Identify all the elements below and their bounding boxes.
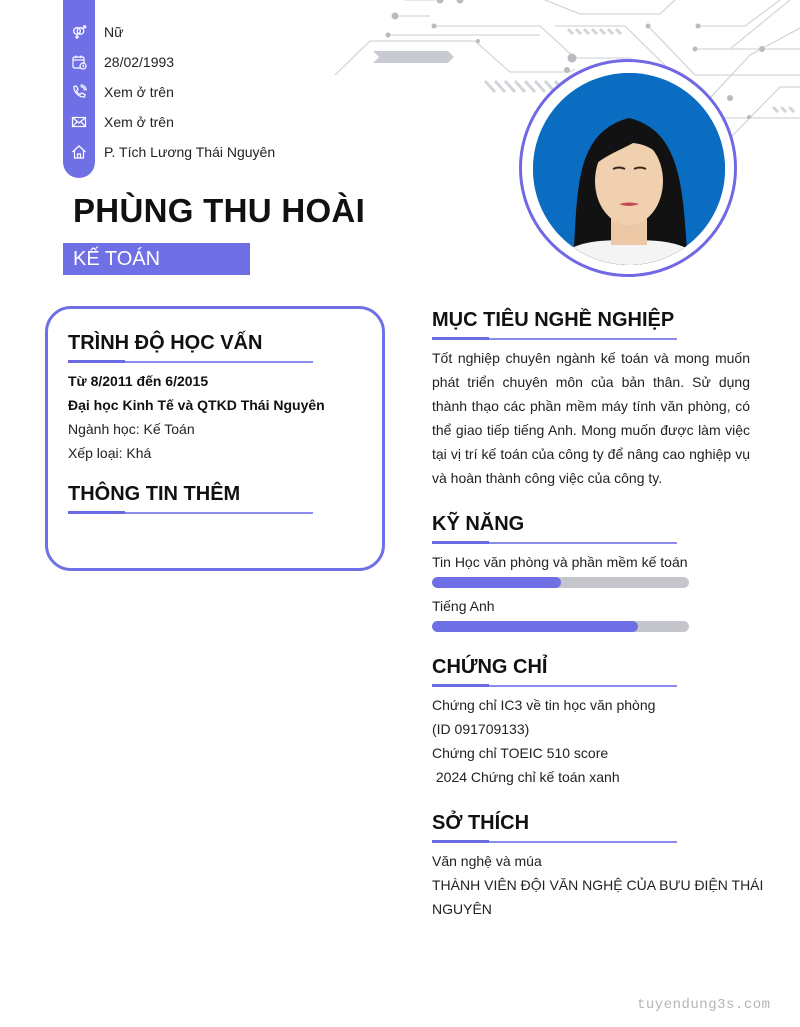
education-major: Ngành học: Kế Toán bbox=[68, 421, 195, 437]
gender-icon bbox=[63, 24, 95, 40]
skill-bar-fill bbox=[432, 621, 638, 632]
mail-icon bbox=[63, 114, 95, 130]
hobby-item: NGUYÊN bbox=[432, 901, 492, 917]
education-underline bbox=[68, 360, 313, 363]
address-value: P. Tích Lương Thái Nguyên bbox=[104, 144, 276, 160]
phone-icon bbox=[63, 84, 95, 100]
certificates-title: CHỨNG CHỈ bbox=[432, 656, 548, 678]
skills-title: KỸ NĂNG bbox=[432, 513, 525, 535]
skill-bar bbox=[432, 621, 689, 632]
contact-email bbox=[63, 107, 174, 137]
contact-phone bbox=[63, 77, 174, 107]
profile-photo bbox=[533, 73, 725, 265]
skills-underline bbox=[432, 541, 677, 544]
job-title-box bbox=[63, 243, 250, 275]
email-value: Xem ở trên bbox=[104, 114, 174, 130]
hobbies-title: SỞ THÍCH bbox=[432, 812, 530, 834]
job-title: KẾ TOÁN bbox=[73, 247, 161, 270]
watermark: tuyendung3s.com bbox=[637, 997, 771, 1013]
skill-bar bbox=[432, 577, 689, 588]
objective-underline bbox=[432, 337, 677, 340]
skill-label: Tin Học văn phòng và phần mềm kế toán bbox=[432, 554, 688, 570]
phone-value: Xem ở trên bbox=[104, 84, 174, 100]
contact-birthday bbox=[63, 47, 174, 77]
certificate-item: Chứng chỉ IC3 về tin học văn phòng bbox=[432, 697, 656, 713]
hobbies-underline bbox=[432, 840, 677, 843]
certificates-underline bbox=[432, 684, 677, 687]
contact-address bbox=[63, 137, 275, 167]
skill-label: Tiếng Anh bbox=[432, 598, 495, 614]
home-icon bbox=[63, 144, 95, 160]
extra-info-title: THÔNG TIN THÊM bbox=[68, 483, 241, 505]
objective-title: MỤC TIÊU NGHỀ NGHIỆP bbox=[432, 309, 675, 331]
certificate-item: Chứng chỉ TOEIC 510 score bbox=[432, 745, 609, 761]
portrait-illustration bbox=[533, 73, 725, 265]
education-grade: Xếp loại: Khá bbox=[68, 445, 152, 461]
education-period: Từ 8/2011 đến 6/2015 bbox=[68, 373, 209, 389]
candidate-name: PHÙNG THU HOÀI bbox=[73, 192, 366, 229]
education-school: Đại học Kinh Tế và QTKD Thái Nguyên bbox=[68, 397, 325, 413]
education-title: TRÌNH ĐỘ HỌC VẤN bbox=[68, 332, 263, 354]
gender-value: Nữ bbox=[104, 24, 124, 40]
birthday-value: 28/02/1993 bbox=[104, 54, 175, 70]
skill-bar-fill bbox=[432, 577, 561, 588]
contact-gender bbox=[63, 17, 123, 47]
certificate-item: (ID 091709133) bbox=[432, 721, 530, 737]
calendar-icon bbox=[63, 54, 95, 70]
extra-info-underline bbox=[68, 511, 313, 514]
certificate-item: 2024 Chứng chỉ kế toán xanh bbox=[432, 769, 620, 785]
objective-text: Tốt nghiệp chuyên ngành kế toán và mong muốn phát triển chuyên môn của bản thân. Sử dụng thành thạo các phần mềm máy tính văn phòng, có thể giao tiếp tiếng Anh. Mong muốn được làm việc tại vị trí kế toán của công ty để nâng cao nghiệp vụ và hoàn thành công việc của công ty. bbox=[432, 350, 750, 486]
hobby-item: Văn nghệ và múa bbox=[432, 853, 542, 869]
hobby-item: THÀNH VIÊN ĐỘI VĂN NGHỆ CỦA BƯU ĐIỆN THÁI bbox=[432, 877, 764, 893]
